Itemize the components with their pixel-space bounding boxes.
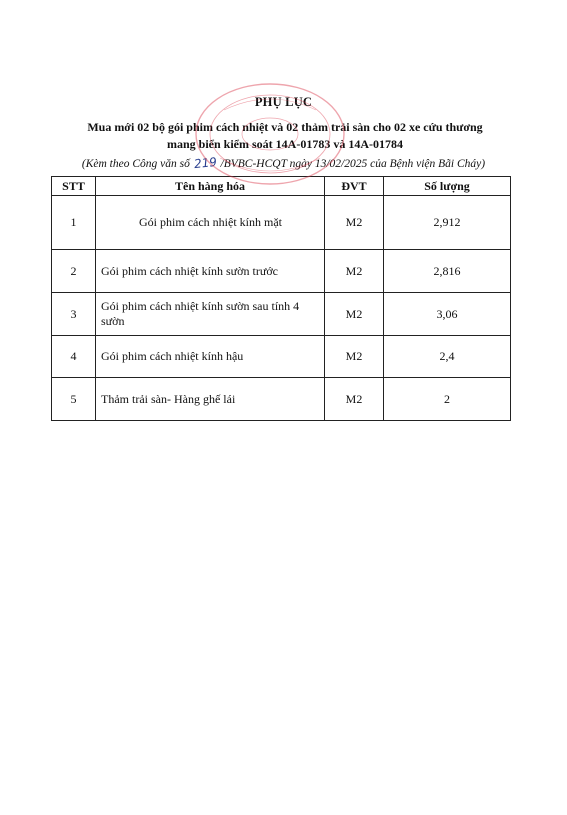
cell-qty: 2,4: [384, 336, 511, 378]
header-name: Tên hàng hóa: [96, 177, 325, 196]
reference-line: [0, 156, 567, 170]
handwritten-number: 219: [193, 154, 218, 172]
reference-suffix: /BVBC-HCQT ngày 13/02/2025 của Bệnh viện Bãi Cháy): [220, 158, 486, 170]
cell-unit: M2: [325, 196, 384, 250]
table-row: [52, 293, 511, 336]
cell-stt: 4: [52, 336, 96, 378]
subtitle-line-2: mang biển kiểm soát 14A-01783 và 14A-01784: [167, 137, 403, 151]
cell-unit: M2: [325, 378, 384, 421]
cell-qty: 2,912: [384, 196, 511, 250]
cell-stt: 2: [52, 250, 96, 293]
table-row: [52, 378, 511, 421]
cell-qty: 2: [384, 378, 511, 421]
cell-name: Gói phim cách nhiệt kính sườn trước: [96, 250, 325, 293]
cell-name: Thảm trải sàn- Hàng ghế lái: [96, 378, 325, 421]
cell-qty: 3,06: [384, 293, 511, 336]
table-row: [52, 250, 511, 293]
goods-table: [51, 176, 511, 421]
cell-unit: M2: [325, 250, 384, 293]
header-unit: ĐVT: [325, 177, 384, 196]
cell-unit: M2: [325, 293, 384, 336]
cell-stt: 1: [52, 196, 96, 250]
document-subtitle: [60, 119, 510, 153]
cell-name: Gói phim cách nhiệt kính hậu: [96, 336, 325, 378]
subtitle-line-1: Mua mới 02 bộ gói phim cách nhiệt và 02 thảm trải sàn cho 02 xe cứu thương: [87, 120, 483, 134]
header-stt: STT: [52, 177, 96, 196]
cell-name: Gói phim cách nhiệt kính sườn sau tính 4 sườn: [96, 293, 325, 336]
cell-name: Gói phim cách nhiệt kính mặt: [96, 196, 325, 250]
table-row: [52, 196, 511, 250]
reference-prefix: (Kèm theo Công văn số: [81, 158, 190, 170]
document-title: PHỤ LỤC: [254, 95, 313, 109]
cell-stt: 3: [52, 293, 96, 336]
table-row: [52, 336, 511, 378]
cell-stt: 5: [52, 378, 96, 421]
table-header-row: [52, 177, 511, 196]
cell-qty: 2,816: [384, 250, 511, 293]
header-qty: Số lượng: [384, 177, 511, 196]
cell-unit: M2: [325, 336, 384, 378]
